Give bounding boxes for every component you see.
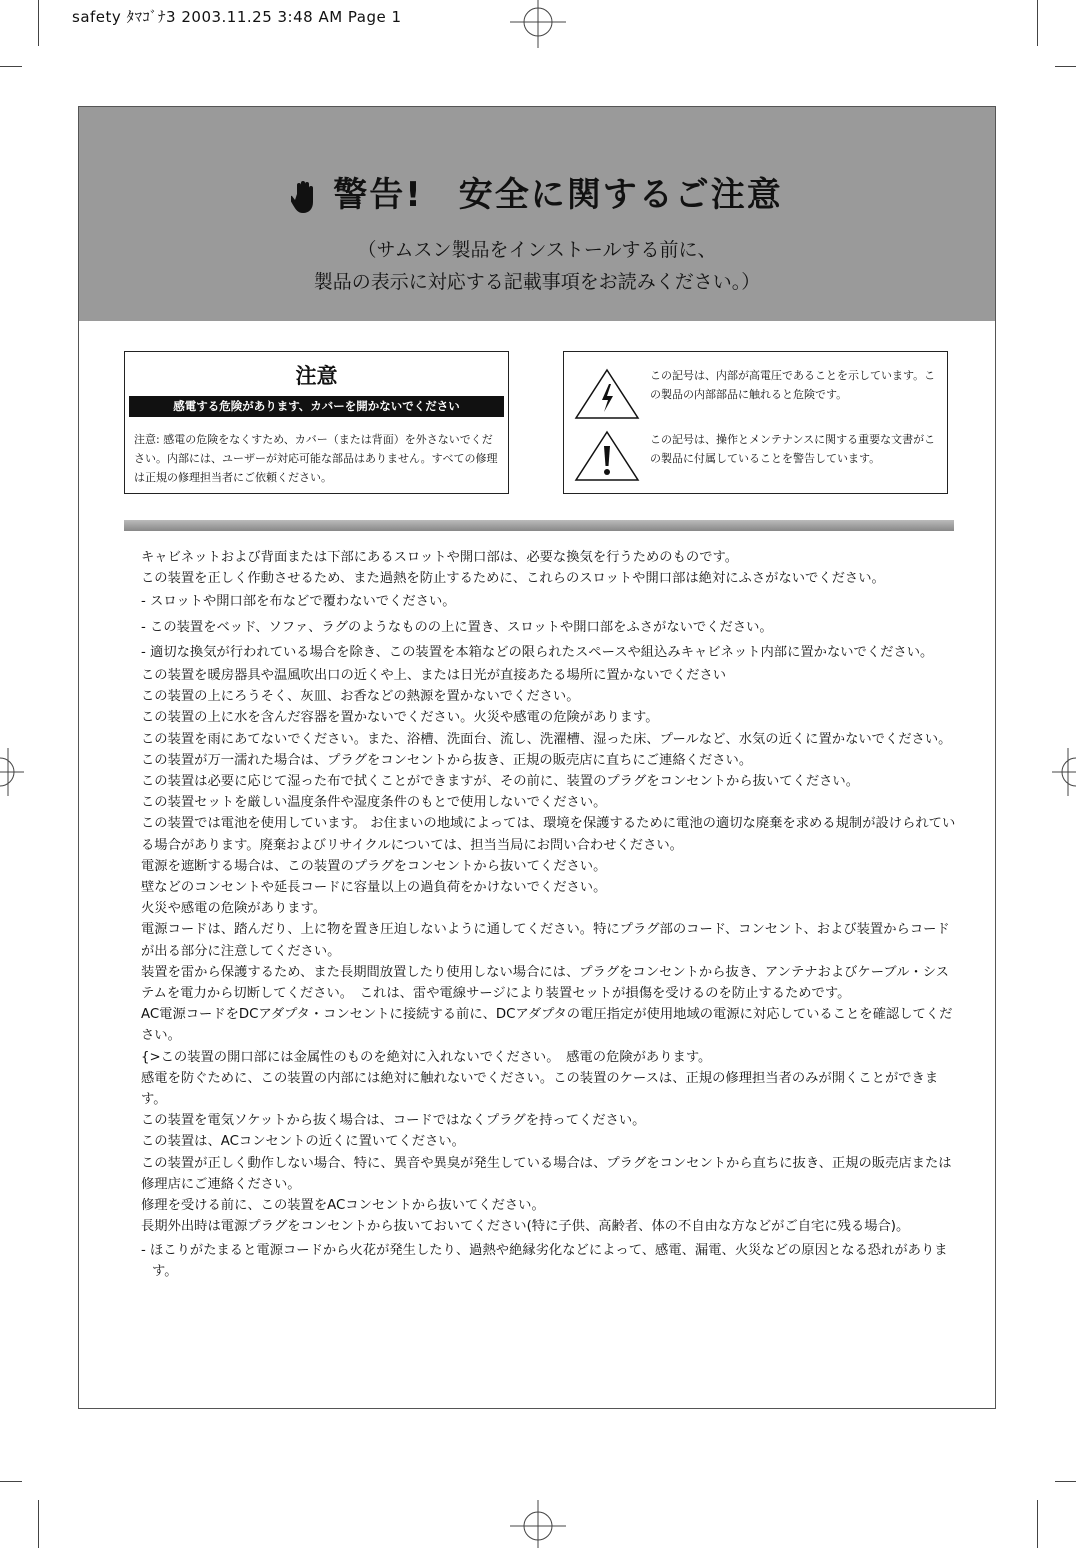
header-banner <box>79 107 995 321</box>
instruction-paragraph: 長期外出時は電源プラグをコンセントから抜いておいてください(特に子供、高齢者、体の不自由な方などがご自宅に残る場合)。 <box>141 1219 910 1235</box>
instruction-paragraph: この装置の上に水を含んだ容器を置かないでください。火災や感電の危険があります。 <box>141 710 659 726</box>
instruction-paragraph: 感電を防ぐために、この装置の内部には絶対に触れないでください。この装置のケースは、正規の修理担当者のみが開くことができます。 <box>141 1070 939 1108</box>
instruction-bullet: - スロットや開口部を布などで覆わないでください。 <box>141 594 456 610</box>
crop-mark <box>0 66 22 67</box>
instruction-paragraph: この装置では電池を使用しています。 お住まいの地域によっては、環境を保護するために電池の適切な廃棄を求める規制が設けられている場合があります。廃棄およびリサイクルについては、担当当局にお問い合わせください。 <box>141 816 956 853</box>
crop-mark <box>1037 1500 1038 1548</box>
instruction-bullet: - 適切な換気が行われている場合を除き、この装置を本箱などの限られたスペースや組込みキャビネット内部に置かないでください。 <box>141 644 934 660</box>
safety-instructions <box>141 547 961 1282</box>
registration-mark-icon <box>0 742 24 802</box>
registration-mark-icon <box>500 1500 576 1548</box>
instruction-paragraph: 装置を雷から保護するため、また長期間放置したり使用しない場合には、プラグをコンセントから抜き、アンテナおよびケーブル・システムを電力から切断してください。 これは、雷や電線サージにより装置セットが損傷を受けるのを防止するためです。 <box>141 964 949 1002</box>
instruction-paragraph: この装置が正しく動作しない場合、特に、異音や異臭が発生している場合は、プラグをコンセントから直ちに抜き、正規の販売店または修理店にご連絡ください。 <box>141 1155 952 1192</box>
crop-mark <box>38 0 39 46</box>
instruction-paragraph: この装置の上にろうそく、灰皿、お香などの熱源を置かないでください。 <box>141 689 580 705</box>
lightning-triangle-icon <box>574 368 640 420</box>
registration-mark-icon <box>1052 742 1076 802</box>
symbol-row-high-voltage <box>564 356 947 426</box>
instruction-paragraph: この装置を雨にあてないでください。また、浴槽、洗面台、流し、洗濯槽、湿った床、プールなど、水気の近くに置かないでください。この装置が万一濡れた場合は、プラグをコンセントから抜き、正規の販売店に直ちにご連絡ください。 <box>141 731 952 768</box>
crop-mark <box>0 1481 22 1482</box>
caution-warning-bar: 感電する危険があります、カバーを開かないでください <box>129 396 504 417</box>
instruction-bullet: - この装置をベッド、ソファ、ラグのようなものの上に置き、スロットや開口部をふさがないでください。 <box>141 619 773 635</box>
instruction-paragraph: {>この装置の開口部には金属性のものを絶対に入れないでください。 感電の危険があります。 <box>141 1049 712 1065</box>
hand-stop-icon <box>291 180 319 214</box>
instruction-paragraph: 火災や感電の危険があります。 <box>141 901 327 917</box>
symbol-row-important <box>564 424 947 494</box>
symbol-legend-box <box>563 351 948 494</box>
instruction-paragraph: この装置を正しく作動させるため、また過熱を防止するために、これらのスロットや開口部は絶対にふさがないでください。 <box>141 571 885 587</box>
instruction-paragraph: この装置を暖房器具や温風吹出口の近くや上、または日光が直接あたる場所に置かないでください <box>141 668 727 684</box>
crop-mark <box>38 1500 39 1548</box>
instruction-paragraph: 電源コードは、踏んだり、上に物を置き圧迫しないように通してください。特にプラグ部のコード、コンセント、および装置からコードが出る部分に注意してください。 <box>141 922 950 959</box>
instruction-paragraph: この装置を電気ソケットから抜く場合は、コードではなくプラグを持ってください。 <box>141 1113 646 1129</box>
instruction-bullet: - ほこりがたまると電源コードから火花が発生したり、過熱や絶縁劣化などによって、感電、漏電、火災などの原因となる恐れがあります。 <box>141 1242 948 1279</box>
instruction-paragraph: キャビネットおよび背面または下部にあるスロットや開口部は、必要な換気を行うためのものです。 <box>141 550 739 565</box>
subtitle-line-2: 製品の表示に対応する記載事項をお読みください。） <box>313 271 761 293</box>
instruction-paragraph: AC電源コードをDCアダプタ・コンセントに接続する前に、DCアダプタの電圧指定が使用地域の電源に対応していることを確認してください。 <box>141 1007 953 1044</box>
page-title: 警告! 安全に関するご注意 <box>333 175 783 215</box>
print-slug: safety ﾀﾏｺﾞﾅ3 2003.11.25 3:48 AM Page 1 <box>72 8 402 26</box>
crop-mark <box>1037 0 1038 46</box>
caution-box <box>124 351 509 494</box>
instruction-paragraph: 壁などのコンセントや延長コードに容量以上の過負荷をかけないでください。 <box>141 880 607 896</box>
registration-mark-icon <box>500 0 576 48</box>
crop-mark <box>1055 1481 1076 1482</box>
crop-mark <box>1055 66 1076 67</box>
instruction-paragraph: この装置は、ACコンセントの近くに置いてください。 <box>141 1134 465 1150</box>
caution-text: 注意: 感電の危険をなくすため、カバー（または背面）を外さないでください。内部には、ユーザーが対応可能な部品はありません。すべての修理は正規の修理担当者にご依頼ください。 <box>134 433 498 484</box>
instruction-paragraph: この装置セットを厳しい温度条件や湿度条件のもとで使用しないでください。 <box>141 795 607 811</box>
section-divider <box>124 520 954 531</box>
symbol-text-high-voltage: この記号は、内部が高電圧であることを示しています。この製品の内部部品に触れると危険です。 <box>650 369 936 401</box>
safety-frame <box>78 106 996 1409</box>
caution-title: 注意 <box>295 364 338 388</box>
exclamation-triangle-icon <box>574 430 640 482</box>
symbol-text-important: この記号は、操作とメンテナンスに関する重要な文書がこの製品に付属していることを警告しています。 <box>650 433 936 465</box>
subtitle-line-1: （サムスン製品をインストールする前に、 <box>357 239 717 261</box>
instruction-paragraph: 修理を受ける前に、この装置をACコンセントから抜いてください。 <box>141 1198 545 1214</box>
instruction-paragraph: 電源を遮断する場合は、この装置のプラグをコンセントから抜いてください。 <box>141 858 607 874</box>
instruction-paragraph: この装置は必要に応じて湿った布で拭くことができますが、その前に、装置のプラグをコンセントから抜いてください。 <box>141 774 860 790</box>
